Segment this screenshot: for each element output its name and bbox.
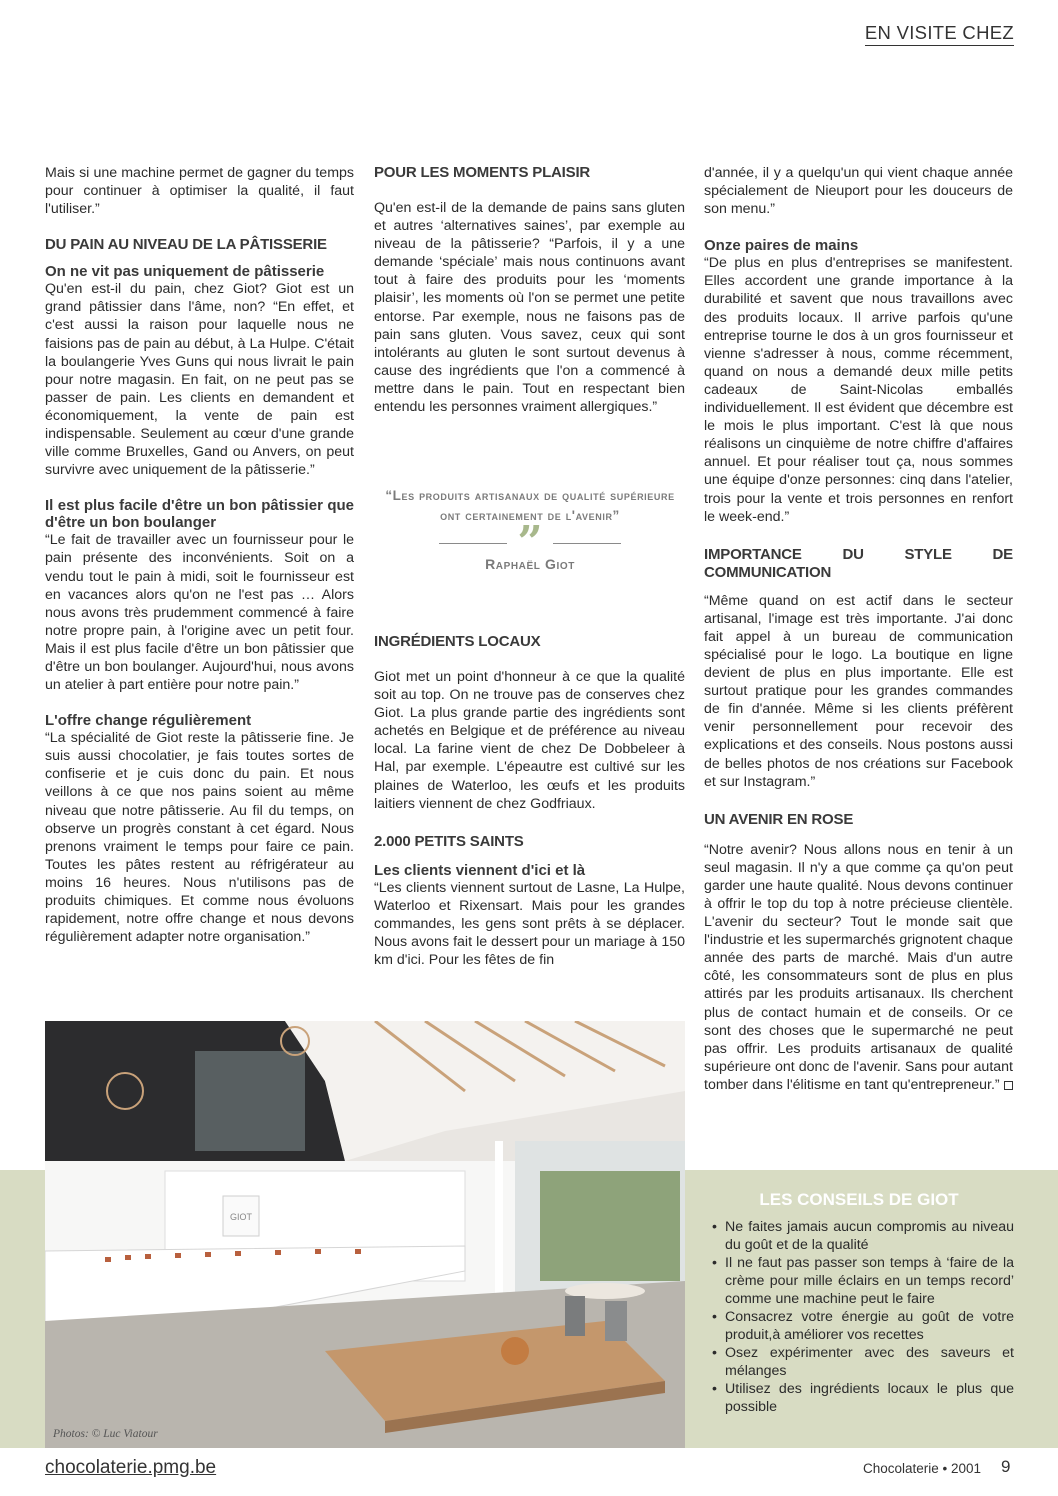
bullet-icon: • <box>712 1309 717 1325</box>
paragraph: “De plus en plus d'entreprises se manifestent. Elles accordent une grande importance à la durabilité et savent que nous travaillons avec des produits locaux. Il arrive parfois qu'une entreprise tourne le dos à un gros fournisseur et vienne s'adresser à nous, comme récemment, quand on nous a demandé deux mille petits cadeaux de Saint-Nicolas emballés individuellement. Il est évident que décembre est le mois le plus important. C'est là que nous réalisons un cinquième de notre chiffre d'affaires annuel. Et pour réaliser tout ça, nous sommes une équipe d'onze personnes: cinq dans l'atelier, trois pour la vente et trois personnes en renfort le week-end.” <box>704 255 1013 525</box>
paragraph: “La spécialité de Giot reste la pâtisserie fine. Je suis aussi chocolatier, je fais toutes sortes de confiserie et je cuis donc du pain. Et nous veillons à ce que nos pains soient au même niveau que notre pâtisserie. Au fil du temps, on observe un progrès constant à cet égard. Nous prenons vraiment le temps pour faire ce pain. Toutes les pâtes restent au réfrigérateur au moins 16 heures. Nous n'utilisons pas de produits chimiques. Et comme nous évoluons rapidement, notre offre change et nous devons régulièrement adapter notre organisation.” <box>45 730 354 946</box>
subheading: Onze paires de mains <box>704 237 859 255</box>
paragraph: Qu'en est-il de la demande de pains sans gluten et autres ‘alternatives saines’, par exemple au niveau de la pâtisserie? “Parfois, il y a une demande ‘spéciale’ mais nous continuons avant tout à faire des produits pour les ‘moments plaisir’, les moments où l'on se permet une petite entorse. Par exemple, nous ne faisons pas de pain sans gluten. Vous savez, ceux qui sont intolérants au gluten le sont surtout devenus à cause des ingrédients que l'on a commencé à mettre dans le pain. Tout en respectant bien entendu les personnes vraiment allergiques.” <box>374 200 685 416</box>
tip-item <box>704 1380 1014 1416</box>
section-heading: 2.000 PETITS SAINTS <box>374 832 524 850</box>
paragraph: “Les clients viennent surtout de Lasne, La Hulpe, Waterloo et Rixensart. Mais pour les grandes commandes, les gens sont prêts à se déplacer. Nous avons fait le dessert pour un mariage à 150 km d'ici. Pour les fêtes de fin <box>374 879 685 969</box>
tip-text: Consacrez votre énergie au goût de votre produit,à améliorer vos recettes <box>725 1309 1014 1343</box>
paragraph: Qu'en est-il du pain, chez Giot? Giot est un grand pâtissier dans l'âme, non? “En effet, et c'est aussi la raison pour laquelle nous ne faisions pas de pain au début, à La Hulpe. C'était la boulangerie Yves Guns qui nous livrait le pain pour notre magasin. En fait, on ne peut pas se passer de pain. Les clients en demandent et économiquement, la vente de pain est indispensable. Seulement au cœur d'une grande ville comme Bruxelles, Gand ou Anvers, on peut survivre avec uniquement de la pâtisserie.” <box>45 281 354 479</box>
subheading: Les clients viennent d'ici et là <box>374 861 586 879</box>
quote-mark-icon: ” <box>517 517 543 568</box>
end-mark-icon <box>1004 1081 1013 1090</box>
paragraph: Giot met un point d'honneur à ce que la qualité soit au top. On ne trouve pas de conserves chez Giot. La plus grande partie des ingrédients sont achetés en Belgique et de préférence au niveau local. La farine vient de chez De Dobbeleer à Hal, par exemple. L'épeautre est cultivé sur les plaines de Waterloo, les œufs et les produits laitiers viennent de chez Godfriaux. <box>374 669 685 812</box>
tip-item <box>704 1254 1014 1308</box>
bullet-icon: • <box>712 1345 717 1361</box>
subheading: On ne vit pas uniquement de pâtisserie <box>45 263 325 281</box>
paragraph: d'année, il y a quelqu'un qui vient chaque année spécialement de Nieuport pour les douceurs de son menu.” <box>704 165 1013 218</box>
website-link[interactable]: chocolaterie.pmg.be <box>45 1457 217 1478</box>
section-label: EN VISITE CHEZ <box>865 22 1014 46</box>
tip-item <box>704 1308 1014 1344</box>
tip-item <box>704 1218 1014 1254</box>
photo-credit: Photos: © Luc Viatour <box>53 1428 158 1440</box>
section-heading: IMPORTANCE DU STYLE DE COMMUNICATION <box>704 545 1013 581</box>
paragraph-text: “Notre avenir? Nous allons nous en tenir à un seul magasin. Il n'y a que comme ça qu'on peut garder une haute qualité. Nous devons continuer à offrir le top du top à notre précieuse clientèle. L'avenir du secteur? Tout le monde sait que l'industrie et les supermarchés grignotent chaque année des parts de marché. Mais d'un autre côté, les consommateurs sont de plus en plus attirés par les produits artisanaux. Ils cherchent plus de contact humain et de conseils. Or ce sont des choses que le supermarché ne peut pas offrir. Les produits artisanaux de qualité supérieure ont donc de l'avenir. Sans pour autant tomber dans l'élitisme en tant qu'entrepreneur.” <box>704 841 1013 1093</box>
section-heading: DU PAIN AU NIVEAU DE LA PÂTISSERIE <box>45 236 327 254</box>
paragraph: “Même quand on est actif dans le secteur artisanal, l'image est très importante. J'ai donc fait appel à un bureau de communication spécialisé pour le logo. La boutique en ligne devient de plus en plus importante. Elle est surtout pratique pour les grandes commandes de fin d'année. Même si les clients préfèrent venir personnellement pour recevoir des explications et des conseils. Nous postons aussi de belles photos de nos créations sur Facebook et sur Instagram.” <box>704 592 1013 790</box>
page-number: 9 <box>1001 1457 1011 1476</box>
tips-box <box>704 1190 1014 1416</box>
subheading: L'offre change régulièrement <box>45 712 252 730</box>
paragraph: “Le fait de travailler avec un fournisseur pour le pain présente des inconvénients. Soit on a vendu tout le pain à midi, soit le fournisseur est en vacances alors qu'on ne l'est pas … Alors nous avons très prudemment commencé à faire notre propre pain, à l'origine avec un petit four. Mais il est plus facile d'être un bon pâtissier que d'être un bon boulanger. Aujourd'hui, nous avons un atelier à part entière pour notre pain.” <box>45 532 354 694</box>
divider-line <box>439 543 507 544</box>
tips-list <box>704 1218 1014 1416</box>
subheading: Il est plus facile d'être un bon pâtissier que d'être un bon boulanger <box>45 497 354 532</box>
tip-text: Il ne faut pas passer son temps à ‘faire de la crème pour mille éclairs en un temps record’ comme une machine peut le faire <box>725 1255 1014 1307</box>
tip-text: Osez expérimenter avec des saveurs et mélanges <box>725 1345 1014 1379</box>
shop-photo <box>45 1021 685 1448</box>
tips-title: LES CONSEILS DE GIOT <box>759 1190 959 1209</box>
bullet-icon: • <box>712 1219 717 1235</box>
pull-quote <box>374 486 686 572</box>
shop-interior-illustration <box>45 1021 685 1448</box>
column-2-lower <box>374 633 685 969</box>
bullet-icon: • <box>712 1381 717 1397</box>
column-1 <box>45 164 354 946</box>
section-heading: POUR LES MOMENTS PLAISIR <box>374 164 591 181</box>
quote-author: Raphaël Giot <box>485 556 575 572</box>
section-heading: INGRÉDIENTS LOCAUX <box>374 633 541 650</box>
tip-text: Utilisez des ingrédients locaux le plus que possible <box>725 1381 1014 1415</box>
column-2 <box>374 164 685 416</box>
pull-quote-text: “Les produits artisanaux de qualité supérieure ont certainement de l'avenir” <box>385 488 675 523</box>
tip-item <box>704 1344 1014 1380</box>
column-3 <box>704 164 1013 1094</box>
divider-line <box>553 543 621 544</box>
paragraph <box>704 841 1013 1094</box>
paragraph: Mais si une machine permet de gagner du temps pour continuer à optimiser la qualité, il faut l'utiliser.” <box>45 165 354 218</box>
shop-sign: GIOT <box>230 1212 252 1222</box>
section-heading: UN AVENIR EN ROSE <box>704 810 854 828</box>
bullet-icon: • <box>712 1255 717 1271</box>
tip-text: Ne faites jamais aucun compromis au niveau du goût et de la qualité <box>725 1219 1014 1253</box>
magazine-issue: Chocolaterie • 2001 <box>863 1461 982 1476</box>
